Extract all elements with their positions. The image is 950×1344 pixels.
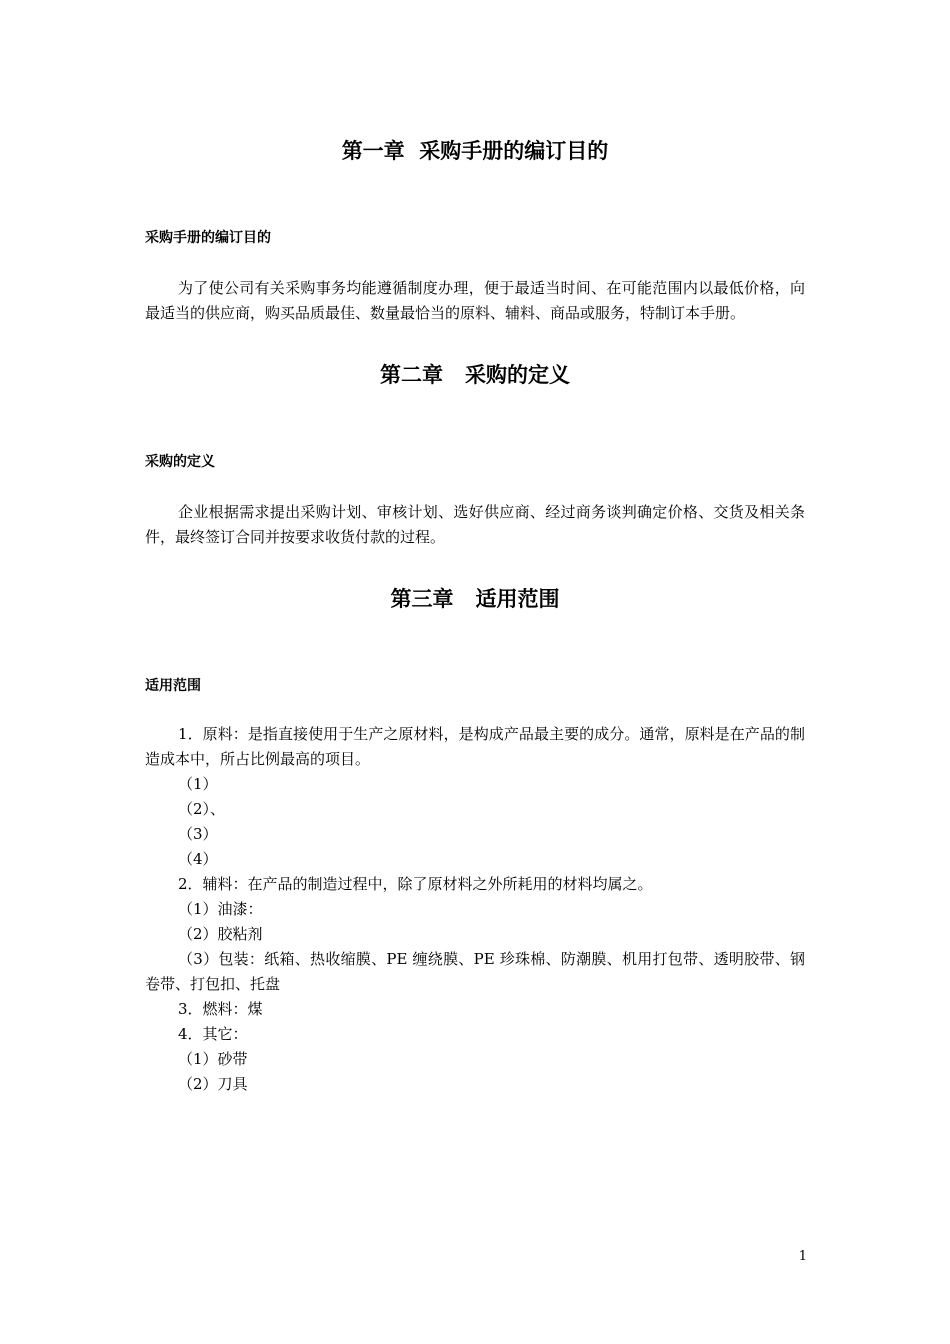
chapter-1-title: 第一章 采购手册的编订目的 [341, 139, 609, 163]
scope-subitem: （1）油漆： [178, 900, 263, 918]
scope-item-raw-materials: 1．原料：是指直接使用于生产之原材料，是构成产品最主要的成分。通常，原料是在产品的制造成本中，所占比例最高的项目。 [145, 725, 805, 768]
scope-subitem: （3） [178, 825, 218, 843]
chapter-1-paragraph: 为了使公司有关采购事务均能遵循制度办理，便于最适当时间、在可能范围内以最低价格，向最适当的供应商，购买品质最佳、数量最恰当的原料、辅料、商品或服务，特制订本手册。 [145, 279, 805, 322]
chapter-2-title: 第二章 采购的定义 [380, 363, 570, 387]
scope-subitem: （2）胶粘剂 [178, 925, 263, 943]
scope-item-auxiliary-materials: 2．辅料：在产品的制造过程中，除了原材料之外所耗用的材料均属之。 [178, 875, 653, 893]
scope-subitem: （1） [178, 775, 218, 793]
chapter-3-section-heading: 适用范围 [145, 678, 201, 694]
scope-subitem: （4） [178, 850, 218, 868]
scope-subitem-packaging: （3）包装：纸箱、热收缩膜、PE 缠绕膜、PE 珍珠棉、防潮膜、机用打包带、透明胶带、钢卷带、打包扣、托盘 [145, 950, 805, 993]
scope-subitem: （2）、 [178, 800, 226, 818]
chapter-2-section-heading: 采购的定义 [145, 454, 215, 470]
chapter-2-paragraph: 企业根据需求提出采购计划、审核计划、选好供应商、经过商务谈判确定价格、交货及相关条件，最终签订合同并按要求收货付款的过程。 [145, 503, 805, 546]
scope-item-fuel: 3．燃料：煤 [178, 1000, 263, 1018]
chapter-1-section-heading: 采购手册的编订目的 [145, 230, 271, 246]
scope-subitem: （1）砂带 [178, 1050, 248, 1068]
chapter-3-title: 第三章 适用范围 [390, 587, 560, 611]
page-number: 1 [798, 1249, 807, 1264]
scope-item-other: 4．其它： [178, 1025, 248, 1043]
scope-subitem: （2）刀具 [178, 1075, 248, 1093]
